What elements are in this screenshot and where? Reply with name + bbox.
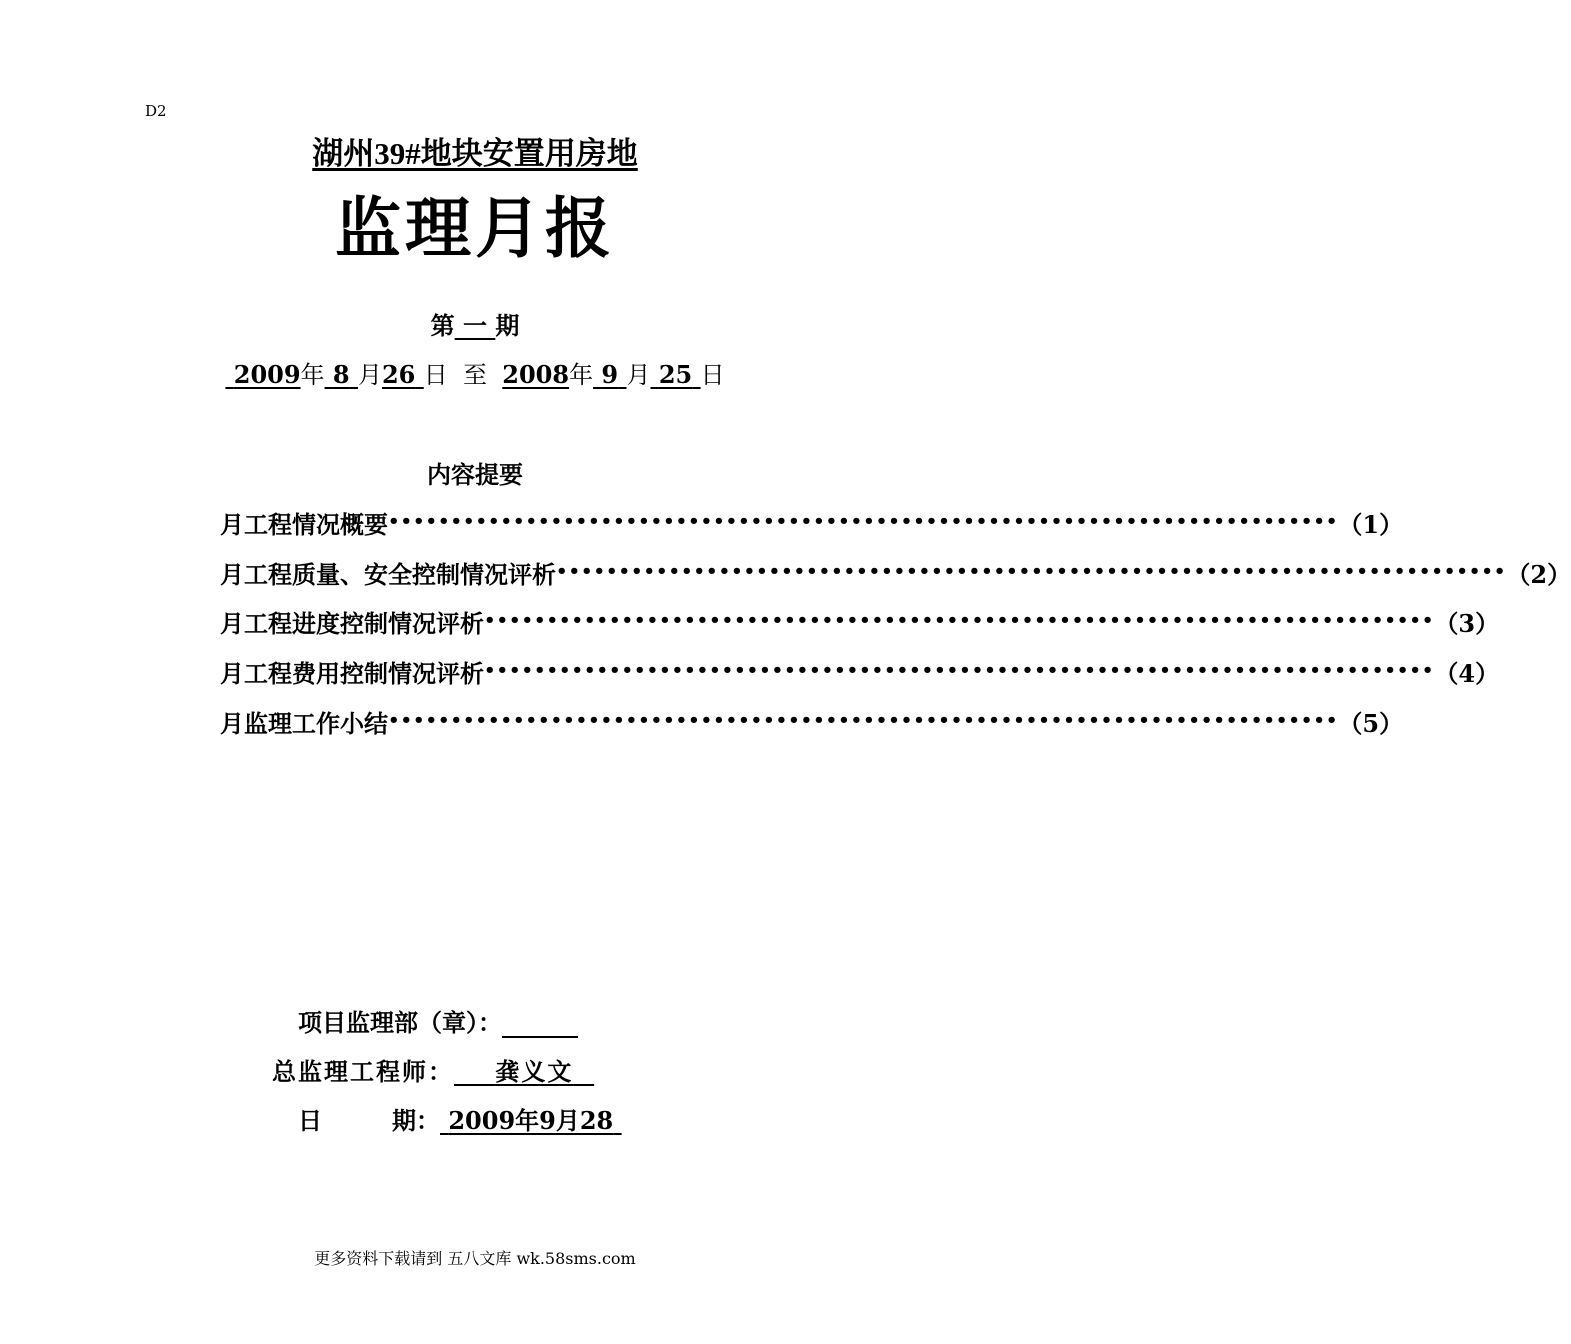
- toc-item-page: （1）: [1338, 509, 1404, 539]
- toc-item-label: 月工程费用控制情况评析: [220, 658, 484, 688]
- date-label-2: 期：: [392, 1106, 440, 1135]
- toc-item-label: 月工程情况概要: [220, 509, 388, 539]
- engineer-name: 龚义文: [495, 1057, 574, 1086]
- to-char: 至: [463, 361, 487, 389]
- end-month: 9: [601, 360, 619, 389]
- footer-note: 更多资料下载请到 五八文库 wk.58sms.com: [314, 1249, 636, 1268]
- toc-item-label: 月监理工作小结: [220, 708, 388, 738]
- toc-item: [220, 604, 1500, 638]
- date-label-1: 日: [298, 1106, 322, 1135]
- toc-item-page: （4）: [1434, 658, 1500, 688]
- month-char-1: 月: [357, 361, 382, 389]
- toc-leader-dots: ••••••••••••••••••••••••••••••••••••••••••••••••••••••••••••••••••••••••••••: [484, 610, 1435, 631]
- day-char-1: 日: [423, 361, 448, 389]
- toc-heading: 内容提要: [427, 460, 523, 489]
- start-month: 8: [332, 360, 350, 389]
- document-code: D2: [145, 102, 167, 120]
- toc-leader-dots: ••••••••••••••••••••••••••••••••••••••••••••••••••••••••••••••••••••••••••••: [388, 511, 1339, 532]
- toc-item: [220, 704, 1404, 738]
- issue-prefix: 第: [430, 311, 455, 340]
- start-year: 2009: [233, 360, 301, 389]
- month-char-2: 月: [626, 361, 651, 389]
- issue-value: 一: [463, 311, 487, 340]
- toc-leader-dots: ••••••••••••••••••••••••••••••••••••••••••••••••••••••••••••••••••••••••••••: [388, 710, 1339, 731]
- end-day: 25: [658, 360, 693, 389]
- signature-chief-engineer: [272, 1052, 594, 1087]
- project-title-text: 湖州39#地块安置用房地: [312, 136, 638, 171]
- toc-leader-dots: ••••••••••••••••••••••••••••••••••••••••••••••••••••••••••••••••••••••••••••: [556, 561, 1507, 582]
- signature-date: [298, 1101, 622, 1136]
- toc-item-page: （3）: [1434, 608, 1500, 638]
- toc-item: [220, 555, 1571, 589]
- toc-item: [220, 654, 1500, 688]
- toc-item: [220, 505, 1404, 539]
- main-title: 监理月报: [335, 189, 615, 267]
- engineer-label: 总监理工程师：: [272, 1057, 454, 1086]
- year-char-2: 年: [569, 361, 594, 389]
- dept-seal-blank: [502, 1010, 578, 1038]
- toc-item-page: （2）: [1506, 559, 1571, 589]
- signature-dept: [298, 1003, 578, 1038]
- issue-suffix: 期: [495, 311, 520, 340]
- report-period: [0, 355, 950, 390]
- issue-number: [0, 306, 950, 341]
- toc-leader-dots: ••••••••••••••••••••••••••••••••••••••••••••••••••••••••••••••••••••••••••••: [484, 660, 1435, 681]
- end-year: 2008: [502, 360, 570, 389]
- project-title: [0, 128, 950, 173]
- toc-item-label: 月工程质量、安全控制情况评析: [220, 559, 556, 589]
- dept-label: 项目监理部（章）：: [298, 1008, 502, 1037]
- start-day: 26: [381, 360, 416, 389]
- date-value: 2009年9月28: [448, 1106, 614, 1135]
- year-char-1: 年: [300, 361, 325, 389]
- toc-item-page: （5）: [1338, 708, 1404, 738]
- day-char-2: 日: [700, 361, 725, 389]
- toc-item-label: 月工程进度控制情况评析: [220, 608, 484, 638]
